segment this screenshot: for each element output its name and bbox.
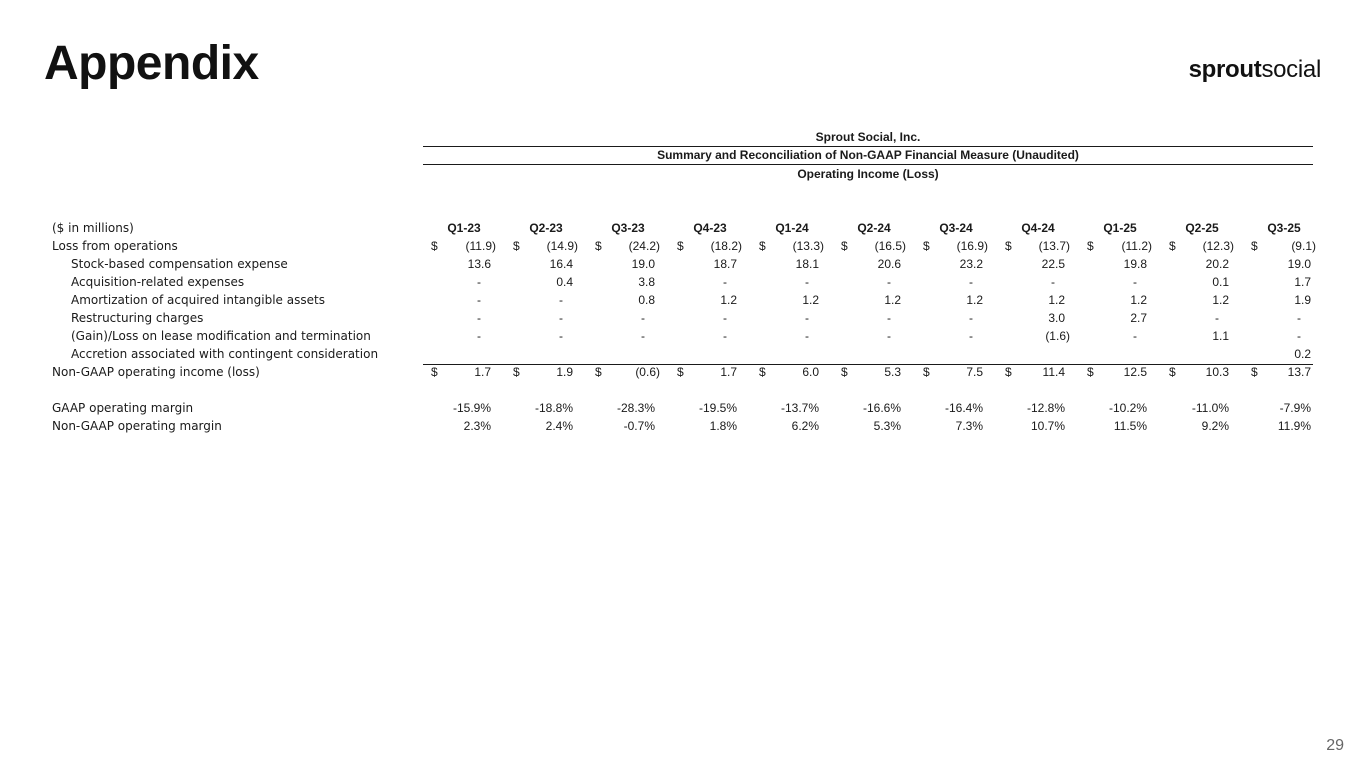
table-cell: 16.4 [549, 257, 573, 271]
column-header-q4-24: Q4-24 [1021, 221, 1055, 235]
currency-symbol: $ [1251, 365, 1258, 379]
table-cell: - [887, 329, 891, 343]
column-header-q2-24: Q2-24 [857, 221, 891, 235]
table-company: Sprout Social, Inc. [815, 130, 921, 144]
sproutsocial-logo [1189, 58, 1321, 82]
currency-symbol: $ [1087, 239, 1094, 253]
header-divider-bottom [423, 164, 1313, 165]
currency-symbol: $ [1169, 239, 1176, 253]
table-cell: 1.1 [1212, 329, 1229, 343]
table-cell: 1.2 [1130, 293, 1147, 307]
table-cell: - [805, 311, 809, 325]
table-cell: - [1297, 311, 1301, 325]
column-header-q3-25: Q3-25 [1267, 221, 1301, 235]
table-cell: 0.2 [1294, 347, 1311, 361]
table-cell: -12.8% [1026, 401, 1065, 415]
column-header-q2-23: Q2-23 [529, 221, 563, 235]
row-label: Amortization of acquired intangible assets [71, 293, 325, 307]
currency-symbol: $ [759, 365, 766, 379]
table-cell: 5.3% [873, 419, 901, 433]
table-cell: 12.5 [1123, 365, 1147, 379]
table-cell: - [1133, 275, 1137, 289]
table-cell: 1.2 [966, 293, 983, 307]
table-cell: - [477, 329, 481, 343]
currency-symbol: $ [759, 239, 766, 253]
row-label: Non-GAAP operating margin [52, 419, 222, 433]
table-cell: -19.5% [698, 401, 737, 415]
table-cell: (11.2) [1121, 239, 1152, 253]
table-cell: - [1297, 329, 1301, 343]
table-cell: -11.0% [1191, 401, 1229, 415]
row-label: Acquisition-related expenses [71, 275, 245, 289]
table-cell: 1.7 [720, 365, 737, 379]
table-cell: -13.7% [780, 401, 819, 415]
table-cell: (24.2) [628, 239, 660, 253]
table-cell: (16.9) [956, 239, 988, 253]
table-cell: 6.2% [791, 419, 819, 433]
currency-symbol: $ [513, 239, 520, 253]
table-cell: 1.2 [1212, 293, 1229, 307]
currency-symbol: $ [1005, 239, 1012, 253]
table-cell: (0.6) [635, 365, 660, 379]
currency-symbol: $ [595, 365, 602, 379]
table-cell: 22.5 [1041, 257, 1065, 271]
table-cell: 1.8% [709, 419, 737, 433]
currency-symbol: $ [923, 365, 930, 379]
currency-symbol: $ [841, 365, 848, 379]
table-cell: - [641, 311, 645, 325]
row-label: Loss from operations [52, 239, 178, 253]
table-cell: 19.0 [1287, 257, 1311, 271]
table-cell: - [477, 311, 481, 325]
table-cell: 11.9% [1277, 419, 1311, 433]
table-cell: 1.7 [474, 365, 491, 379]
table-cell: 2.7 [1130, 311, 1147, 325]
subtotal-divider [423, 364, 1313, 365]
table-cell: - [477, 293, 481, 307]
table-cell: 3.8 [638, 275, 655, 289]
table-cell: - [559, 311, 563, 325]
table-cell: 13.6 [467, 257, 491, 271]
currency-symbol: $ [1005, 365, 1012, 379]
currency-symbol: $ [1251, 239, 1258, 253]
row-label: Non-GAAP operating income (loss) [52, 365, 260, 379]
table-cell: - [641, 329, 645, 343]
currency-symbol: $ [513, 365, 520, 379]
page-number: 29 [1326, 737, 1344, 754]
table-cell: 6.0 [802, 365, 819, 379]
row-label: Restructuring charges [71, 311, 204, 325]
table-cell: 0.4 [556, 275, 573, 289]
table-cell: - [969, 311, 973, 325]
logo-bold-text: sprout [1188, 56, 1262, 83]
row-label: Accretion associated with contingent consideration [71, 347, 379, 361]
table-cell: - [1215, 311, 1219, 325]
table-cell: 19.0 [631, 257, 655, 271]
table-cell: 19.8 [1123, 257, 1147, 271]
page-title: Appendix [44, 37, 259, 90]
column-header-q4-23: Q4-23 [693, 221, 727, 235]
table-cell: -28.3% [616, 401, 655, 415]
table-cell: - [969, 329, 973, 343]
table-cell: 10.7% [1030, 419, 1065, 433]
column-header-q3-23: Q3-23 [611, 221, 645, 235]
table-cell: -10.2% [1108, 401, 1147, 415]
table-cell: -15.9% [452, 401, 491, 415]
units-label: ($ in millions) [52, 221, 134, 235]
column-header-q2-25: Q2-25 [1185, 221, 1219, 235]
column-header-q1-25: Q1-25 [1103, 221, 1137, 235]
table-cell: (14.9) [546, 239, 578, 253]
table-cell: - [1051, 275, 1055, 289]
table-cell: - [805, 329, 809, 343]
table-cell: - [887, 275, 891, 289]
row-label: (Gain)/Loss on lease modification and termination [71, 329, 371, 343]
currency-symbol: $ [923, 239, 930, 253]
logo-light-text: social [1261, 56, 1321, 83]
table-cell: 2.4% [545, 419, 573, 433]
table-cell: 18.1 [795, 257, 819, 271]
table-cell: 20.6 [877, 257, 901, 271]
table-cell: -16.4% [944, 401, 983, 415]
table-cell: - [723, 311, 727, 325]
currency-symbol: $ [431, 365, 438, 379]
table-cell: (13.7) [1038, 239, 1070, 253]
table-cell: 18.7 [713, 257, 737, 271]
table-cell: 11.5% [1113, 419, 1147, 433]
table-cell: 0.1 [1212, 275, 1229, 289]
table-cell: 5.3 [884, 365, 901, 379]
column-header-q1-24: Q1-24 [775, 221, 809, 235]
table-cell: 0.8 [638, 293, 655, 307]
table-cell: 3.0 [1048, 311, 1065, 325]
table-cell: 10.3 [1205, 365, 1229, 379]
table-cell: (13.3) [792, 239, 824, 253]
table-cell: - [723, 329, 727, 343]
row-label: GAAP operating margin [52, 401, 194, 415]
table-cell: 13.7 [1287, 365, 1311, 379]
table-cell: 9.2% [1201, 419, 1229, 433]
table-cell: (16.5) [874, 239, 906, 253]
table-cell: 7.3% [955, 419, 983, 433]
table-cell: - [969, 275, 973, 289]
currency-symbol: $ [431, 239, 438, 253]
table-cell: (9.1) [1291, 239, 1316, 253]
table-cell: - [887, 311, 891, 325]
table-cell: -16.6% [862, 401, 901, 415]
table-cell: 11.4 [1042, 365, 1065, 379]
row-label: Stock-based compensation expense [71, 257, 288, 271]
table-cell: 1.7 [1294, 275, 1311, 289]
table-cell: (11.9) [465, 239, 496, 253]
table-cell: 1.2 [802, 293, 819, 307]
table-cell: 1.2 [884, 293, 901, 307]
currency-symbol: $ [677, 365, 684, 379]
table-cell: 1.9 [1294, 293, 1311, 307]
table-subtitle: Summary and Reconciliation of Non-GAAP Financial Measure (Unaudited) [657, 148, 1079, 162]
table-cell: (18.2) [710, 239, 742, 253]
table-cell: - [477, 275, 481, 289]
header-divider-top [423, 146, 1313, 147]
currency-symbol: $ [1169, 365, 1176, 379]
table-cell: (12.3) [1202, 239, 1234, 253]
currency-symbol: $ [595, 239, 602, 253]
table-cell: -0.7% [623, 419, 655, 433]
table-cell: 23.2 [959, 257, 983, 271]
table-cell: 1.2 [1048, 293, 1065, 307]
table-cell: - [723, 275, 727, 289]
table-cell: 7.5 [966, 365, 983, 379]
table-cell: 2.3% [463, 419, 491, 433]
table-cell: -7.9% [1279, 401, 1311, 415]
table-measure: Operating Income (Loss) [797, 167, 939, 181]
column-header-q1-23: Q1-23 [447, 221, 481, 235]
table-cell: 1.9 [556, 365, 573, 379]
table-cell: - [1133, 329, 1137, 343]
currency-symbol: $ [841, 239, 848, 253]
table-cell: - [559, 293, 563, 307]
currency-symbol: $ [1087, 365, 1094, 379]
table-cell: 1.2 [720, 293, 737, 307]
table-cell: 20.2 [1205, 257, 1229, 271]
table-cell: -18.8% [534, 401, 573, 415]
column-header-q3-24: Q3-24 [939, 221, 973, 235]
table-cell: (1.6) [1045, 329, 1070, 343]
currency-symbol: $ [677, 239, 684, 253]
table-cell: - [559, 329, 563, 343]
table-cell: - [805, 275, 809, 289]
